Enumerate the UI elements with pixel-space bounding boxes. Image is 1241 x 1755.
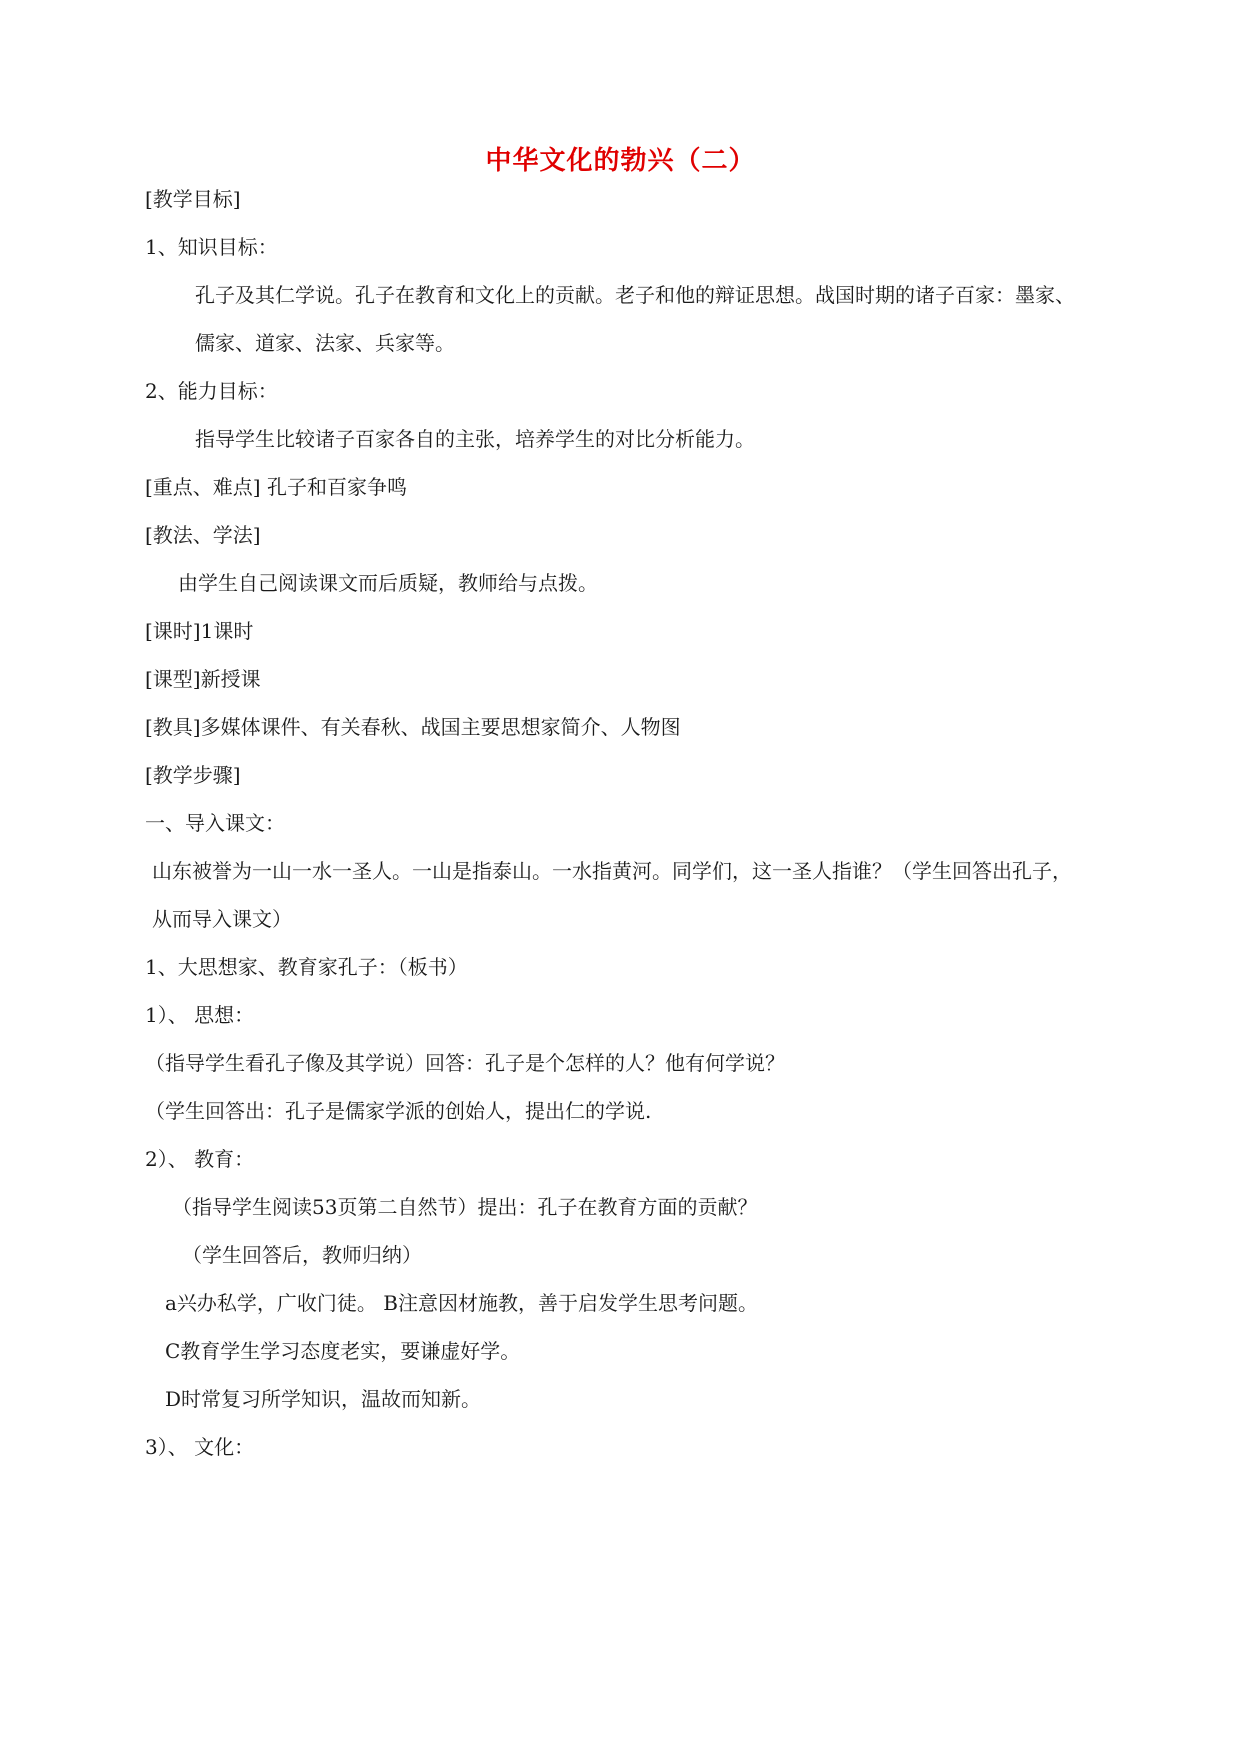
thought-answer: （学生回答出：孔子是儒家学派的创始人，提出仁的学说. (145, 1099, 652, 1123)
education-point-a-b: a兴办私学，广收门徒。 B注意因材施教，善于启发学生思考问题。 (165, 1291, 758, 1315)
document-title: 中华文化的勃兴（二） (485, 146, 756, 176)
education-subheading: 2）、 教育： (145, 1147, 255, 1171)
education-point-d: D时常复习所学知识，温故而知新。 (165, 1387, 482, 1411)
culture-subheading: 3）、 文化： (145, 1435, 255, 1459)
section-class-hours: [课时]1课时 (145, 619, 254, 643)
section-teaching-aids: [教具]多媒体课件、有关春秋、战国主要思想家简介、人物图 (145, 715, 681, 739)
methods-text: 由学生自己阅读课文而后质疑，教师给与点拨。 (178, 571, 598, 595)
knowledge-goal-text-1: 孔子及其仁学说。孔子在教育和文化上的贡献。老子和他的辩证思想。战国时期的诸子百家：墨家、 (195, 283, 1075, 307)
step-introduction-heading: 一、导入课文： (145, 811, 285, 835)
section-teaching-goals: [教学目标] (145, 187, 241, 211)
thought-subheading: 1）、 思想： (145, 1003, 255, 1027)
education-point-c: C教育学生学习态度老实，要谦虚好学。 (165, 1339, 521, 1363)
ability-goal-text: 指导学生比较诸子百家各自的主张，培养学生的对比分析能力。 (195, 427, 755, 451)
section-lesson-type: [课型]新授课 (145, 667, 261, 691)
introduction-text-1: 山东被誉为一山一水一圣人。一山是指泰山。一水指黄河。同学们，这一圣人指谁？（学生回答出孔子， (152, 859, 1072, 883)
thought-question: （指导学生看孔子像及其学说）回答：孔子是个怎样的人？他有何学说？ (145, 1051, 785, 1075)
knowledge-goal-heading: 1、知识目标： (145, 235, 278, 259)
ability-goal-heading: 2、能力目标： (145, 379, 278, 403)
confucius-heading: 1、大思想家、教育家孔子：（板书） (145, 955, 468, 979)
section-key-points: [重点、难点] 孔子和百家争鸣 (145, 475, 407, 499)
section-teaching-steps: [教学步骤] (145, 763, 241, 787)
knowledge-goal-text-2: 儒家、道家、法家、兵家等。 (195, 331, 455, 355)
introduction-text-2: 从而导入课文） (152, 907, 292, 931)
education-summary-note: （学生回答后，教师归纳） (182, 1243, 422, 1267)
education-question: （指导学生阅读53页第二自然节）提出：孔子在教育方面的贡献？ (172, 1195, 758, 1219)
section-methods: [教法、学法] (145, 523, 261, 547)
